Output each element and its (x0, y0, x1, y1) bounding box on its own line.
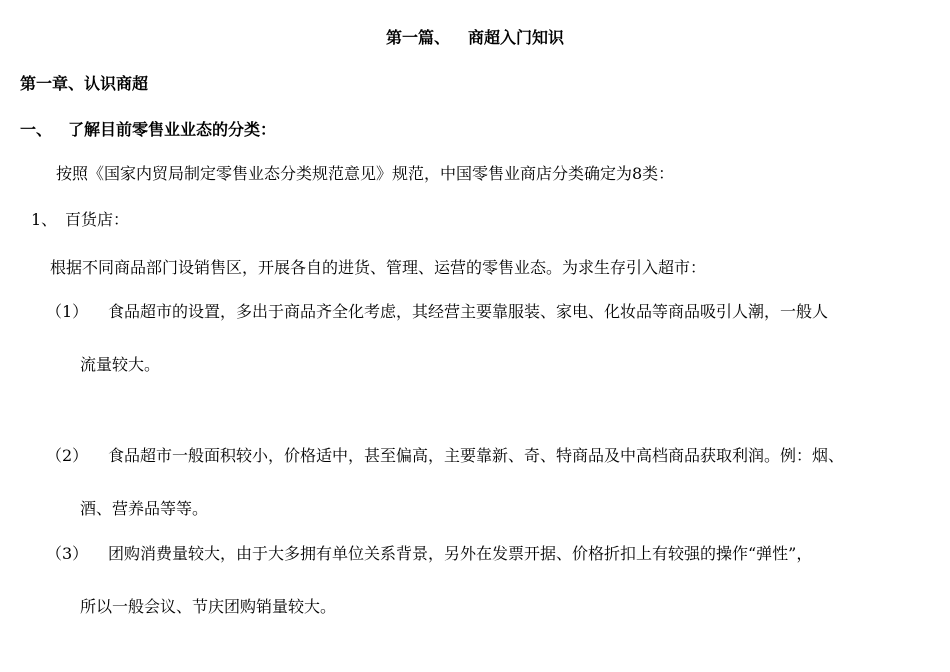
paragraph-3-marker: （3） (46, 544, 89, 563)
paragraph-2-line-2: 酒、营养品等等。 (80, 499, 209, 518)
paragraph-1-marker: （1） (46, 302, 89, 321)
paragraph-2-marker: （2） (46, 446, 89, 465)
part-title-number: 第一篇、 (385, 28, 450, 47)
section-heading (20, 120, 276, 140)
section-marker: 一、 (20, 120, 53, 139)
paragraph-1-line-1 (46, 302, 828, 322)
intro-paragraph: 按照《国家内贸局制定零售业态分类规范意见》规范，中国零售业商店分类确定为8类： (56, 164, 675, 183)
list-item-marker: 1、 (31, 210, 58, 229)
paragraph-1-line-2: 流量较大。 (80, 355, 161, 374)
paragraph-2-line-1 (46, 446, 844, 466)
chapter-title: 第一章、认识商超 (20, 74, 149, 93)
list-item-heading (31, 210, 129, 230)
part-title (0, 28, 950, 48)
list-item-title: 百货店： (65, 210, 130, 229)
paragraph-2-text: 食品超市一般面积较小，价格适中，甚至偏高，主要靠新、奇、特商品及中高档商品获取利润。例：烟、 (108, 446, 845, 465)
paragraph-3-line-1 (46, 544, 812, 564)
part-title-text: 商超入门知识 (468, 28, 565, 47)
paragraph-3-line-2: 所以一般会议、节庆团购销量较大。 (80, 597, 337, 616)
paragraph-3-text: 团购消费量较大，由于大多拥有单位关系背景，另外在发票开据、价格折扣上有较强的操作“弹性”， (108, 544, 813, 563)
list-item-description: 根据不同商品部门设销售区，开展各自的进货、管理、运营的零售业态。为求生存引入超市： (50, 258, 707, 277)
paragraph-1-text: 食品超市的设置，多出于商品齐全化考虑，其经营主要靠服装、家电、化妆品等商品吸引人潮，一般人 (108, 302, 829, 321)
section-title: 了解目前零售业业态的分类： (68, 120, 277, 139)
